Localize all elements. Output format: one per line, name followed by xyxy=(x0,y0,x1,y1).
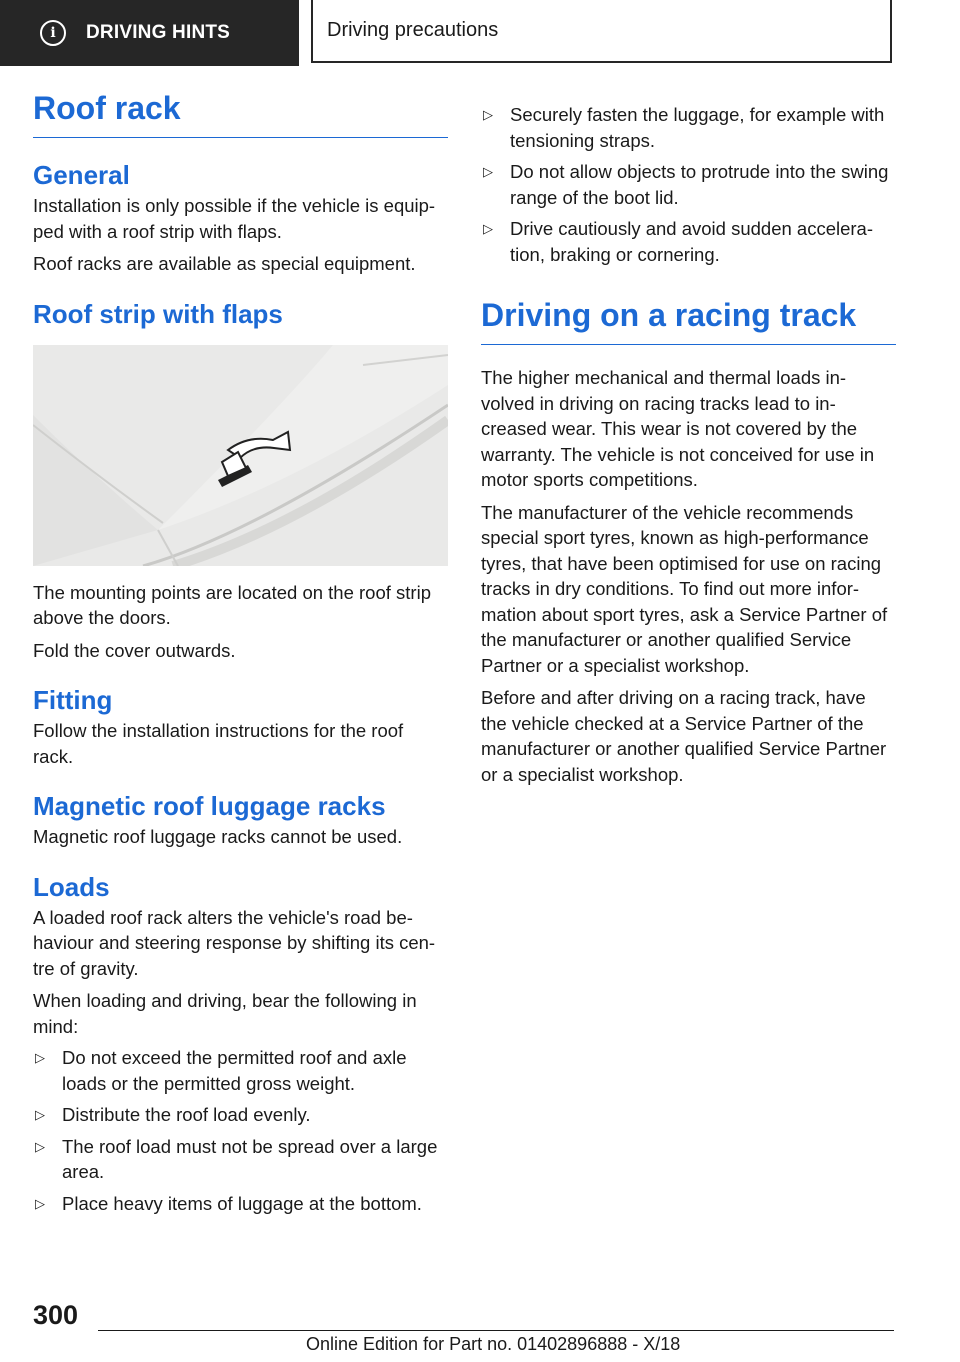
bullet-triangle-icon: ▷ xyxy=(35,1107,45,1122)
bullet-triangle-icon: ▷ xyxy=(35,1138,45,1154)
loads-bullet-list xyxy=(33,1045,448,1216)
racing-paragraph-2: The manufacturer of the vehicle recommends special sport tyres, known as high-performance tyres, that have been optimised for use on racing tracks in dry conditions. To find out more infor-mation about sport tyres, ask a Service Partner of the manufacturer or another qualified Service Partner or a specialist workshop. xyxy=(481,501,888,676)
general-paragraph-2: Roof racks are available as special equipment. xyxy=(33,253,416,274)
list-item: ▷ Securely fasten the luggage, for example with tensioning straps. xyxy=(483,104,885,151)
breadcrumb-label: Driving precautions xyxy=(327,19,499,41)
list-item: ▷ The roof load must not be spread over a large area. xyxy=(35,1135,438,1182)
left-column xyxy=(33,90,448,1216)
racing-paragraph-3: Before and after driving on a racing track, have the vehicle checked at a Service Partner of the manufacturer or another qualified Service Partner or a specialist workshop. xyxy=(481,687,887,785)
loads-paragraph-1: A loaded roof rack alters the vehicle's road be-haviour and steering response by shifting its cen-tre of gravity. xyxy=(33,906,436,979)
heading-roof-strip: Roof strip with flaps xyxy=(33,298,283,329)
section-tab-label: DRIVING HINTS xyxy=(86,22,231,43)
section-title-roof-rack: Roof rack xyxy=(33,90,448,138)
list-item: ▷ Distribute the roof load evenly. xyxy=(33,1102,448,1128)
list-item: ▷ Do not exceed the permitted roof and axle loads or the permitted gross weight. xyxy=(35,1047,407,1094)
roof-strip-illustration xyxy=(33,345,448,566)
footer-divider xyxy=(98,1330,894,1331)
bullet-triangle-icon: ▷ xyxy=(35,1050,45,1065)
roof-strip-paragraph-2: Fold the cover outwards. xyxy=(33,639,236,661)
page-number: 300 xyxy=(33,1300,79,1330)
right-bullet-list xyxy=(481,102,896,267)
list-item: ▷ Place heavy items of luggage at the bottom. xyxy=(33,1191,448,1217)
heading-fitting: Fitting xyxy=(33,685,113,715)
bullet-triangle-icon: ▷ xyxy=(35,1195,45,1211)
right-column xyxy=(481,102,896,787)
breadcrumb[interactable] xyxy=(311,0,892,63)
heading-loads: Loads xyxy=(33,871,110,902)
loads-paragraph-2: When loading and driving, bear the following in mind: xyxy=(33,990,417,1037)
list-item: ▷ Do not allow objects to protrude into the swing range of the boot lid. xyxy=(483,161,889,208)
list-item: ▷ Drive cautiously and avoid sudden accelera-tion, braking or cornering. xyxy=(483,218,874,265)
general-paragraph-1: Installation is only possible if the vehicle is equip-ped with a roof strip with flaps. xyxy=(33,195,436,242)
info-icon: i xyxy=(40,20,66,46)
fitting-paragraph: Follow the installation instructions for the roof rack. xyxy=(33,720,404,767)
edition-note: Online Edition for Part no. 01402896888 - X/18 xyxy=(306,1334,681,1354)
heading-magnetic-racks: Magnetic roof luggage racks xyxy=(33,791,386,821)
magnetic-paragraph: Magnetic roof luggage racks cannot be used. xyxy=(33,826,403,847)
heading-general: General xyxy=(33,160,130,190)
bullet-triangle-icon: ▷ xyxy=(483,221,493,236)
bullet-triangle-icon: ▷ xyxy=(483,107,493,122)
section-title-racing-track: Driving on a racing track xyxy=(481,297,896,345)
page-header xyxy=(0,0,960,66)
racing-paragraph-1: The higher mechanical and thermal loads in-volved in driving on racing tracks lead to in-creased wear. This wear is not covered by the warranty. The vehicle is not conceived for use in motor sports competitions. xyxy=(481,367,875,490)
bullet-triangle-icon: ▷ xyxy=(483,164,493,179)
section-tab[interactable] xyxy=(0,0,299,66)
roof-strip-paragraph-1: The mounting points are located on the roof strip above the doors. xyxy=(33,581,431,628)
